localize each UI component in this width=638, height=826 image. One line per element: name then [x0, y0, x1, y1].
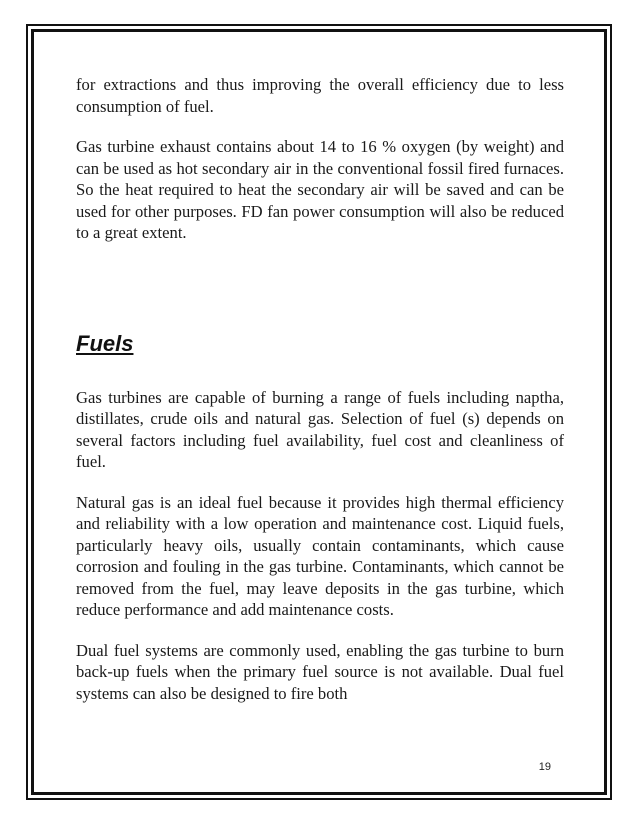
page-number: 19	[538, 761, 551, 773]
paragraph-efficiency: for extractions and thus improving the overall efficiency due to less consumption of fuel.	[76, 75, 564, 116]
paragraph-fuel-range: Gas turbines are capable of burning a range of fuels including naptha, distillates, crude oils and natural gas. Selection of fuel (s) depends on several factors including fuel availability, fuel cost and cleanliness of fuel.	[76, 387, 564, 471]
page-content	[76, 74, 564, 704]
paragraph-exhaust-oxygen: Gas turbine exhaust contains about 14 to 16 % oxygen (by weight) and can be used as hot secondary air in the conventional fossil fired furnaces. So the heat required to heat the secondary air will be saved and can be used for other purposes. FD fan power consumption will also be reduced to a great extent.	[76, 137, 564, 242]
section-heading-fuels: Fuels	[76, 330, 134, 356]
paragraph-dual-fuel: Dual fuel systems are commonly used, enabling the gas turbine to burn back-up fuels when the primary fuel source is not available. Dual fuel systems can also be designed to fire both	[76, 640, 564, 703]
paragraph-natural-gas: Natural gas is an ideal fuel because it provides high thermal efficiency and reliability with a low operation and maintenance cost. Liquid fuels, particularly heavy oils, usually contain contaminants, which cause corrosion and fouling in the gas turbine. Contaminants, which cannot be removed from the fuel, may leave deposits in the gas turbine, which reduce performance and add maintenance costs.	[76, 492, 564, 619]
